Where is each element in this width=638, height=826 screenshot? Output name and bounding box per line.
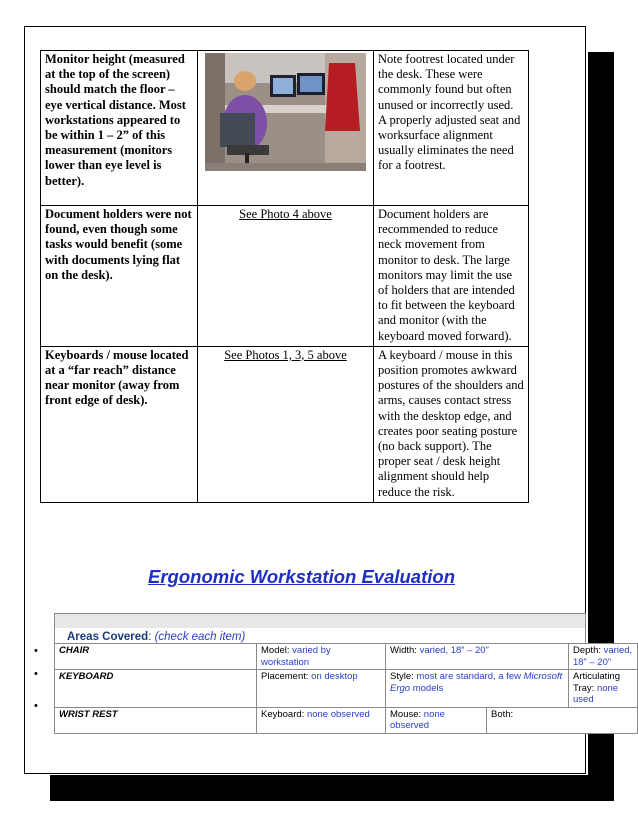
keyboard-row — [55, 670, 638, 708]
wrist-keyboard-value: none observed — [306, 708, 370, 720]
areas-covered-label: Areas Covered: (check each item) — [67, 631, 246, 643]
photo-reference-cell — [198, 206, 374, 347]
bullet-icon: • — [34, 700, 38, 712]
photo-reference-cell — [198, 346, 374, 502]
chair-depth-cell — [569, 644, 638, 670]
style-value-brand: Microsoft Ergo — [390, 671, 563, 694]
bullet-icon: • — [34, 645, 38, 657]
areas-label: Areas Covered — [67, 631, 149, 643]
style-value: most are standard, a few — [416, 671, 521, 682]
issue-cell: Keyboards / mouse located at a “far reach” distance near monitor (away from front edge of desk). — [41, 346, 198, 502]
wrist-mouse-cell — [386, 707, 487, 733]
placement-value: on desktop — [311, 671, 358, 682]
tray-label: Articulating Tray: — [573, 671, 620, 694]
tray-value: none used — [573, 682, 619, 705]
wrist-rest-row — [55, 707, 638, 733]
wrist-keyboard-label: Keyboard: — [261, 708, 305, 720]
keyboard-item[interactable]: KEYBOARD — [55, 670, 257, 708]
keyboard-placement-cell — [257, 670, 386, 708]
chair-row — [55, 644, 638, 670]
findings-table — [40, 50, 529, 503]
evaluation-table — [54, 643, 638, 734]
style-label: Style: — [390, 671, 414, 682]
depth-label: Depth: — [573, 645, 601, 656]
wrist-rest-item[interactable]: WRIST REST — [55, 707, 257, 733]
note-cell: Note footrest located under the desk. These were commonly found but often unused or incorrectly used. A properly adjusted seat and worksurface alignment usually eliminates the need for a footrest. — [374, 51, 529, 206]
keyboard-tray-cell — [569, 670, 638, 708]
photo-reference-link[interactable]: See Photo 4 above — [239, 207, 332, 221]
wrist-mouse-value: none observed — [390, 708, 445, 731]
issue-cell: Document holders were not found, even though some tasks would benefit (some with documents lying flat on the desk). — [41, 206, 198, 347]
model-value: varied by workstation — [261, 645, 331, 668]
table-row — [41, 51, 529, 206]
photo-reference-link[interactable]: See Photos 1, 3, 5 above — [224, 347, 347, 362]
workstation-photo — [205, 53, 366, 171]
bullet-icon: • — [34, 668, 38, 680]
depth-value: varied, 18” – 20” — [573, 645, 633, 668]
areas-hint: (check each item) — [154, 631, 246, 643]
width-label: Width: — [390, 645, 417, 656]
note-cell: Document holders are recommended to reduce neck movement from monitor to desk. The large monitors may limit the use of holders that are intended to fit between the keyboard and monitor (with the keyboard moved forward). — [374, 206, 529, 347]
model-label: Model: — [261, 645, 290, 656]
table-row — [41, 346, 529, 502]
form-header-bar — [55, 614, 585, 628]
width-value: varied, 18” – 20” — [419, 645, 489, 656]
wrist-mouse-label: Mouse: — [390, 708, 422, 720]
chair-item[interactable]: CHAIR — [55, 644, 257, 670]
chair-model-cell — [257, 644, 386, 670]
wrist-both-label: Both: — [491, 708, 514, 720]
placement-label: Placement: — [261, 671, 309, 682]
note-cell: A keyboard / mouse in this position promotes awkward postures of the shoulders and arms, causes contact stress with the desktop edge, and creates poor seating posture (no back support). The proper seat / desk height alignment should help reduce the risk. — [374, 346, 529, 502]
evaluation-title: Ergonomic Workstation Evaluation — [148, 566, 456, 587]
photo-cell — [198, 51, 374, 206]
page-shadow-bottom — [50, 775, 614, 801]
wrist-keyboard-cell — [257, 707, 386, 733]
wrist-both-cell — [487, 707, 638, 733]
issue-cell: Monitor height (measured at the top of the screen) should match the floor – eye vertical distance. Most workstations appeared to be within 1 – 2” of this measurement (monitors lower than eye level is better). — [41, 51, 198, 206]
table-row — [41, 206, 529, 347]
chair-width-cell — [386, 644, 569, 670]
keyboard-style-cell — [386, 670, 569, 708]
style-value-end: models — [412, 682, 444, 694]
